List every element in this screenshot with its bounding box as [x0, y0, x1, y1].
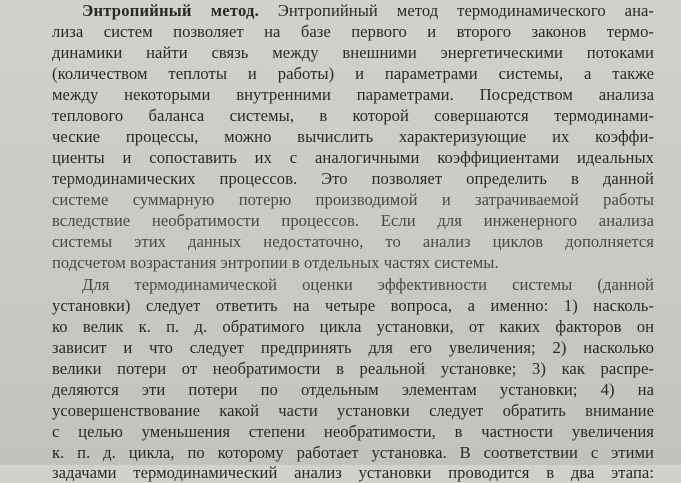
paragraph-1-line-1: [82, 1, 654, 21]
paragraph-2-line-1: Для термодинамической оценки эффективности системы (данной: [82, 275, 654, 294]
section-heading: Энтропийный метод.: [82, 1, 259, 20]
paragraph-2-line-7: усовершенствование какой части установки следует обратить внимание: [52, 401, 654, 420]
paragraph-2-line-9: к. п. д. цикла, по которому работает установка. В соответствии с этими: [52, 443, 654, 462]
paragraph-2-line-6: деляются эти потери по отдельным элементам установки; 4) на: [52, 380, 654, 399]
paragraph-1-line-5: между некоторыми внутренними параметрами. Посредством анализа: [52, 85, 654, 104]
paragraph-1-line-13: подсчетом возрастания энтропии в отдельных частях системы.: [52, 253, 499, 272]
paragraph-2-line-4: зависит и что следует предпринять для его увеличения; 2) насколько: [52, 338, 654, 357]
paragraph-1-line-3: динамики найти связь между внешними энергетическими потоками: [52, 43, 654, 62]
paragraph-2-line-8: с целью уменьшения степени необратимости, в частности увеличения: [52, 422, 654, 441]
paragraph-1-line-10: системе суммарную потерю производимой и затрачиваемой работы: [52, 190, 654, 209]
paragraph-1-line-8: циенты и сопоставить их с аналогичными коэффициентами идеальных: [52, 148, 654, 167]
paragraph-1-line-12: системы этих данных недостаточно, то анализ циклов дополняется: [52, 232, 654, 251]
paragraph-2-line-2: установки) следует ответить на четыре вопроса, а именно: 1) насколь-: [52, 296, 654, 315]
paragraph-1-line-1-text: Энтропийный метод термодинамического ана-: [277, 1, 654, 20]
paragraph-1-line-11: вследствие необратимости процессов. Если для инженерного анализа: [52, 211, 654, 230]
paragraph-1-line-4: (количеством теплоты и работы) и параметрами системы, а также: [52, 64, 654, 83]
paragraph-2-line-3: ко велик к. п. д. обратимого цикла установки, от каких факторов он: [52, 317, 654, 336]
paragraph-2-line-10: задачами термодинамический анализ установки проводится в два этапа:: [52, 463, 654, 482]
paragraph-1-line-2: лиза систем позволяет на базе первого и второго законов термо-: [52, 22, 654, 41]
paragraph-1-line-6: теплового баланса системы, в которой совершаются термодинами-: [52, 106, 654, 125]
paragraph-1-line-7: ческие процессы, можно вычислить характеризующие их коэффи-: [52, 127, 654, 146]
paragraph-2-line-5: велики потери от необратимости в реальной установке; 3) как распре-: [52, 359, 654, 378]
paragraph-1-line-9: термодинамических процессов. Это позволяет определить в данной: [52, 169, 654, 188]
